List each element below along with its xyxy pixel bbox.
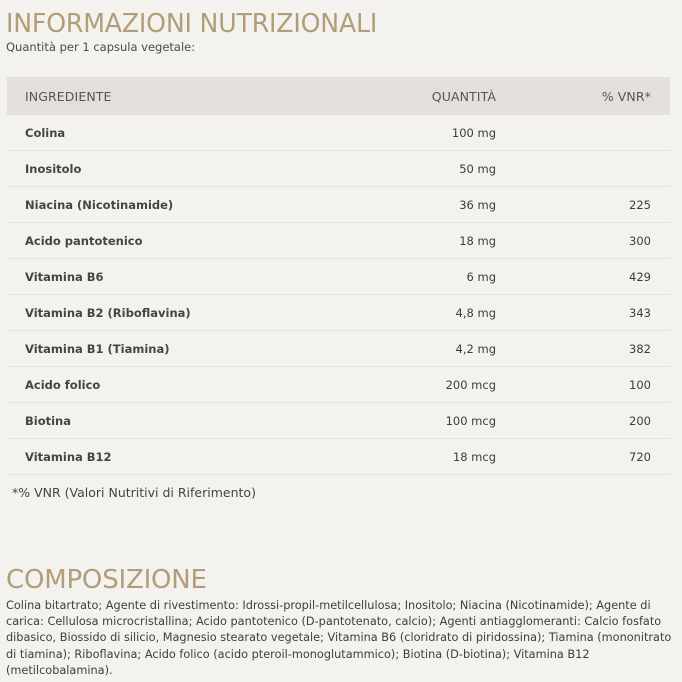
ingredient-name: Acido pantotenico — [25, 233, 143, 248]
ingredient-quantity: 100 mcg — [445, 413, 496, 428]
ingredient-vnr: 225 — [629, 197, 651, 212]
header-quantity: QUANTITÀ — [431, 88, 496, 104]
ingredient-quantity: 50 mg — [459, 161, 496, 176]
table-row — [7, 295, 670, 331]
table-row — [7, 151, 670, 187]
table-row — [7, 259, 670, 295]
ingredient-name: Vitamina B12 — [25, 449, 112, 464]
composition-text: Colina bitartrato; Agente di rivestimento: Idrossi-propil-metilcellulosa; Inositolo; Niacina (Nicotinamide); Agente di carica: Cellulosa microcristallina; Acido pantotenico (D-pantotenato, calcio); Agenti antiagglomeranti: Calcio fosfato dibasico, Biossido di silicio, Magnesio stearato vegetale; Vitamina B6 (cloridrato di piridossina); Tiamina (mononitrato di tiamina); Riboflavina; Acido folico (acido pteroil-monoglutammico); Biotina (D-biotina); Vitamina B12 (metilcobalamina). — [6, 599, 672, 677]
nutrition-table — [7, 77, 670, 475]
header-ingredient: INGREDIENTE — [25, 88, 112, 104]
ingredient-vnr: 343 — [629, 305, 651, 320]
ingredient-vnr: 300 — [629, 233, 651, 248]
table-row — [7, 187, 670, 223]
ingredient-name: Vitamina B6 — [25, 269, 104, 284]
ingredient-quantity: 6 mg — [466, 269, 496, 284]
table-row — [7, 367, 670, 403]
table-header — [7, 77, 670, 115]
ingredient-quantity: 18 mcg — [452, 449, 496, 464]
ingredient-quantity: 4,2 mg — [455, 341, 496, 356]
ingredient-quantity: 18 mg — [459, 233, 496, 248]
ingredient-name: Biotina — [25, 413, 71, 428]
composition-title: COMPOSIZIONE — [6, 565, 207, 595]
table-row — [7, 115, 670, 151]
ingredient-quantity: 100 mg — [451, 125, 496, 140]
table-row — [7, 223, 670, 259]
ingredient-name: Vitamina B2 (Riboflavina) — [25, 305, 191, 320]
ingredient-vnr: 100 — [629, 377, 651, 392]
serving-size-text: Quantità per 1 capsula vegetale: — [6, 40, 196, 54]
vnr-footnote: *% VNR (Valori Nutritivi di Riferimento) — [12, 485, 256, 500]
ingredient-vnr: 429 — [629, 269, 651, 284]
header-vnr: % VNR* — [601, 88, 651, 104]
ingredient-vnr: 382 — [629, 341, 651, 356]
table-row — [7, 439, 670, 475]
ingredient-quantity: 4,8 mg — [455, 305, 496, 320]
table-row — [7, 403, 670, 439]
ingredient-quantity: 36 mg — [459, 197, 496, 212]
nutrition-info-title: INFORMAZIONI NUTRIZIONALI — [6, 9, 378, 39]
table-row — [7, 331, 670, 367]
ingredient-vnr: 720 — [629, 449, 651, 464]
ingredient-name: Acido folico — [25, 377, 101, 392]
ingredient-quantity: 200 mcg — [445, 377, 496, 392]
ingredient-name: Colina — [25, 125, 66, 140]
ingredient-vnr: 200 — [629, 413, 651, 428]
ingredient-name: Niacina (Nicotinamide) — [25, 197, 174, 212]
ingredient-name: Inositolo — [25, 161, 82, 176]
ingredient-name: Vitamina B1 (Tiamina) — [25, 341, 170, 356]
